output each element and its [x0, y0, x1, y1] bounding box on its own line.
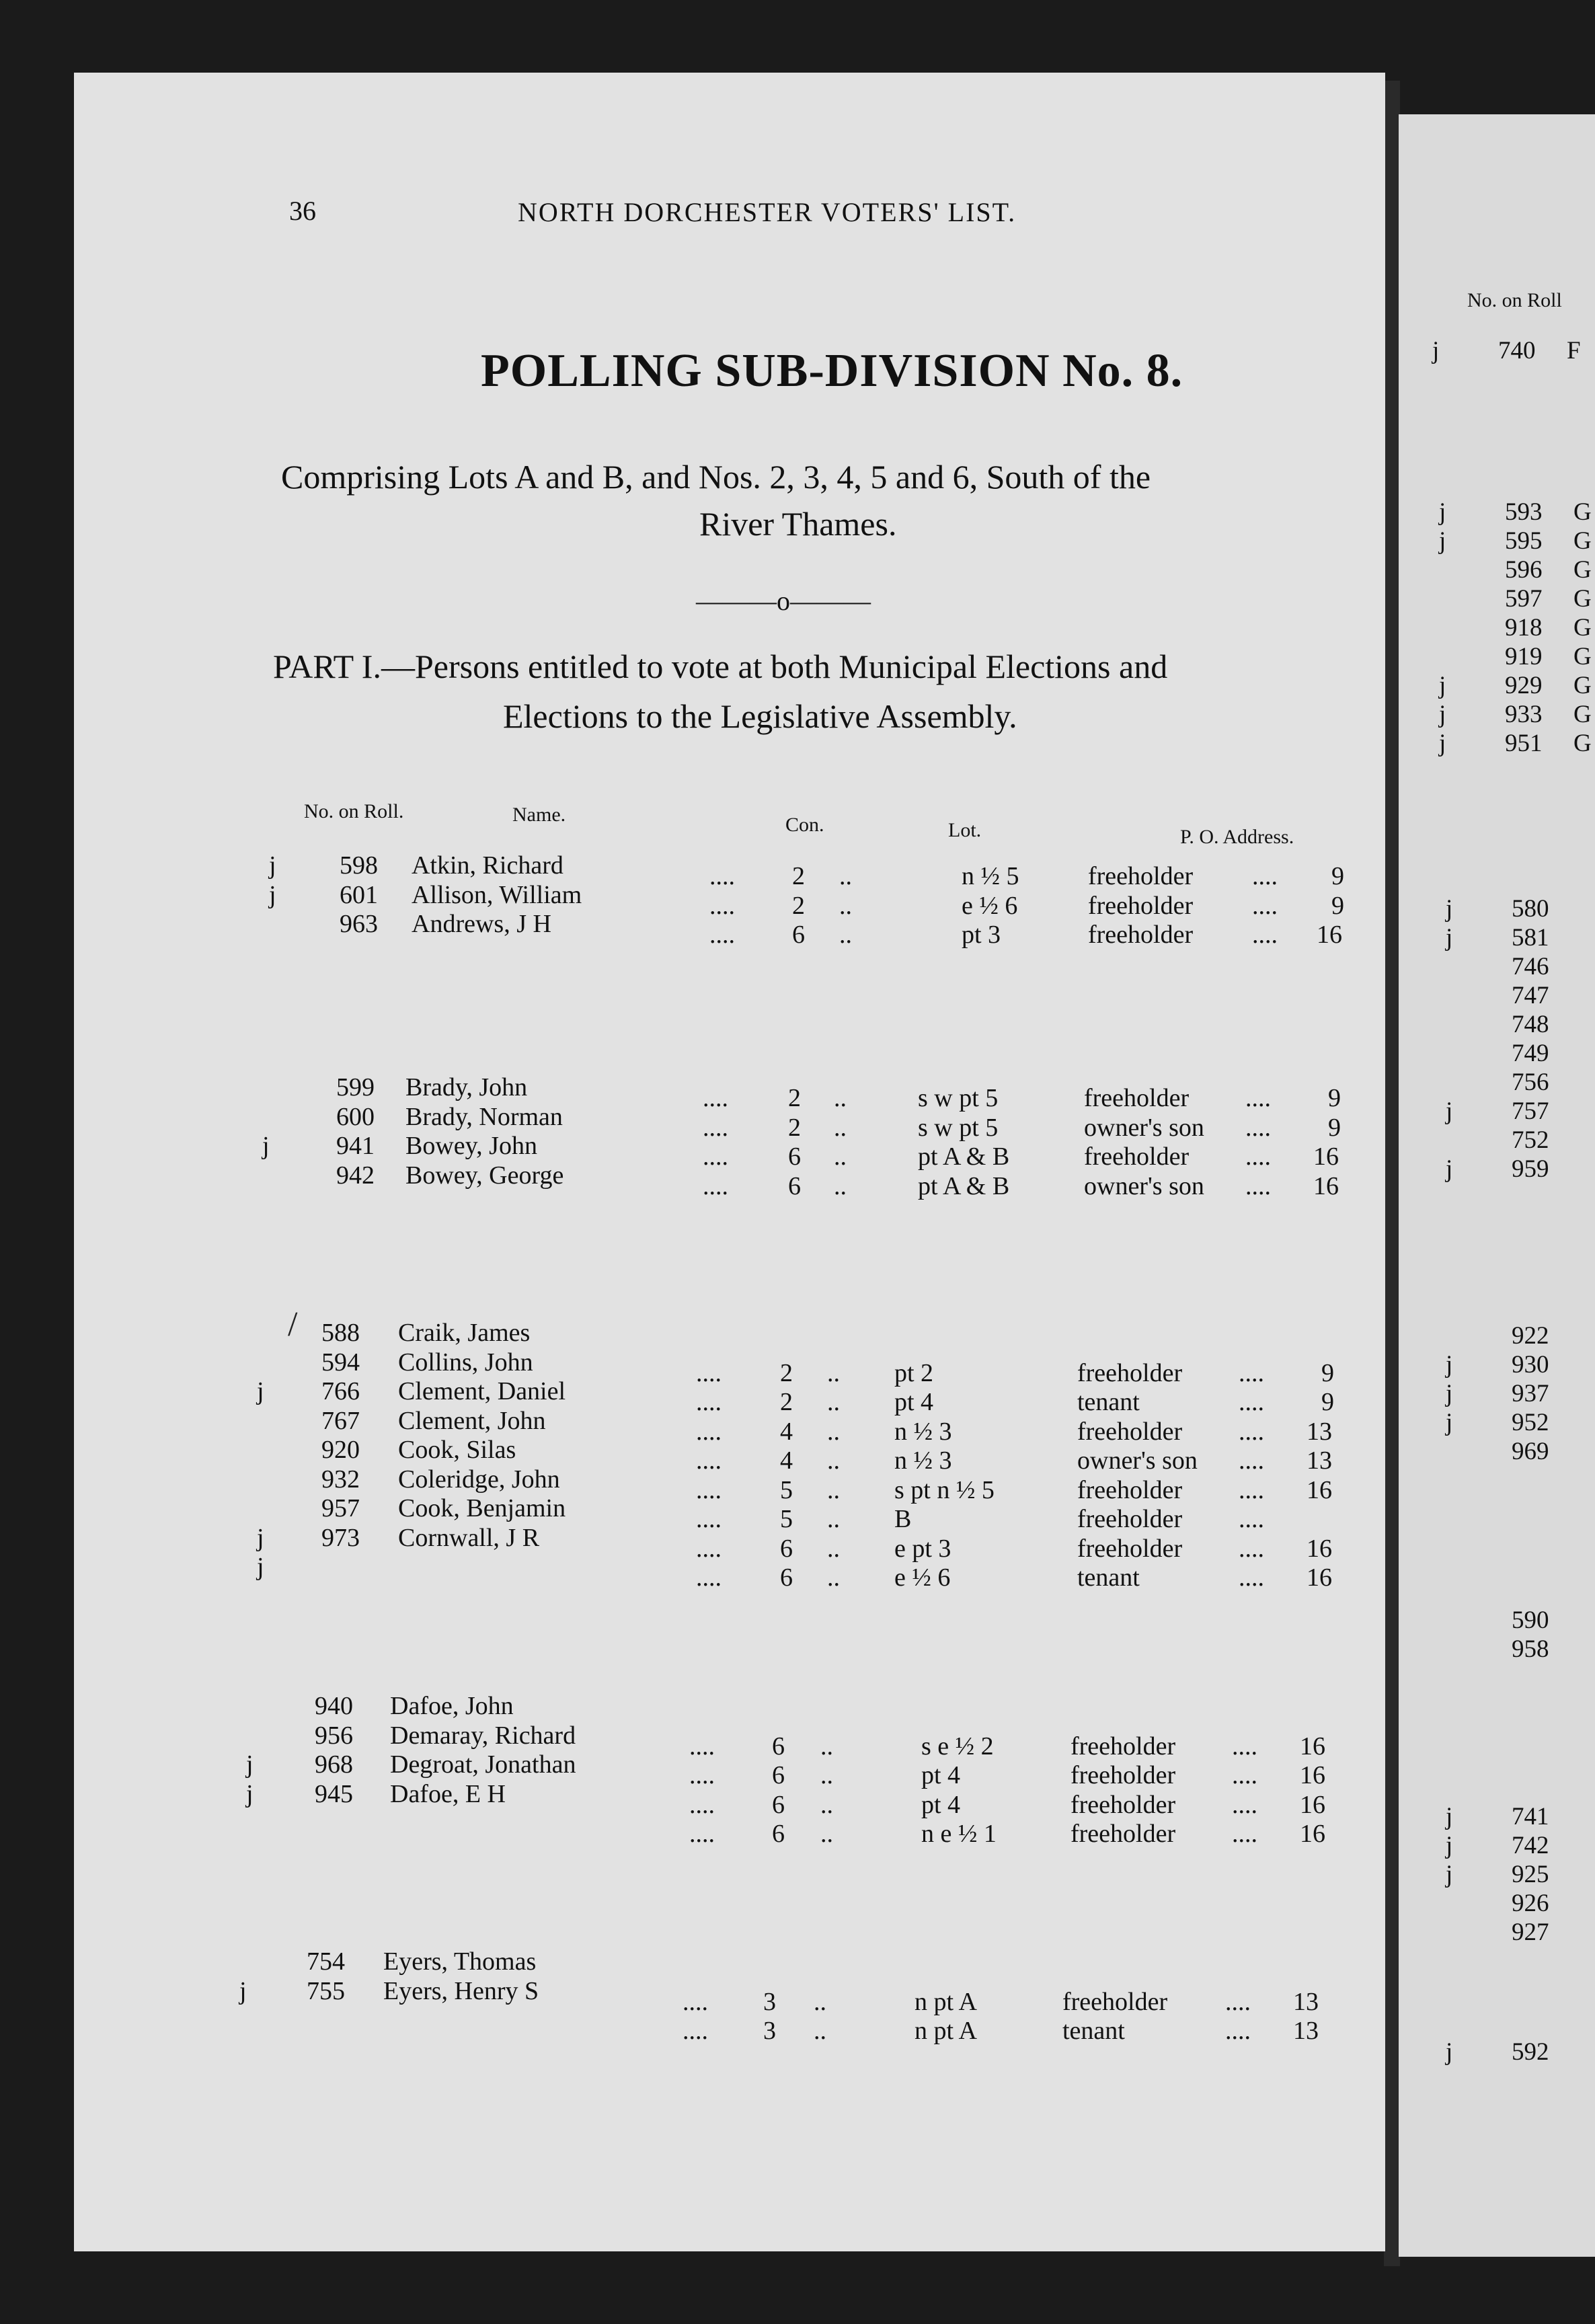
concession: 3 [763, 2017, 776, 2045]
po-address: 9 [1321, 1359, 1334, 1387]
column-header-con: Con. [785, 814, 824, 836]
leader-dots: .... [1252, 862, 1278, 890]
concession: 5 [780, 1476, 793, 1504]
concession: 2 [780, 1388, 793, 1416]
voter-status: freeholder [1088, 862, 1194, 890]
leader-dots: .... [696, 1359, 722, 1387]
right-roll-number: 592 [1512, 2038, 1549, 2066]
lot: pt 3 [962, 921, 1001, 949]
right-j-marker: j [1439, 527, 1446, 555]
section-ornament: ———o——— [696, 586, 871, 616]
lot: pt 2 [894, 1359, 934, 1387]
j-marker: j [262, 1132, 270, 1160]
right-voter-name: G [1573, 585, 1592, 613]
j-marker: j [257, 1377, 264, 1405]
right-roll-number: 937 [1512, 1380, 1549, 1407]
right-roll-number: 930 [1512, 1351, 1549, 1379]
leader-dots: .. [834, 1084, 847, 1112]
lot: pt A & B [918, 1142, 1010, 1171]
right-roll-number: 969 [1512, 1438, 1549, 1465]
lot: s pt n ½ 5 [894, 1476, 995, 1504]
leader-dots: .. [827, 1418, 840, 1446]
right-voter-name: G [1573, 701, 1592, 728]
leader-dots: .. [834, 1114, 847, 1142]
concession: 2 [792, 892, 805, 920]
leader-dots: .... [709, 862, 735, 890]
concession: 2 [780, 1359, 793, 1387]
right-voter-name: G [1573, 556, 1592, 584]
concession: 6 [780, 1563, 793, 1592]
right-roll-number: 918 [1505, 614, 1543, 642]
voter-status: freeholder [1084, 1084, 1190, 1112]
right-j-marker: j [1439, 701, 1446, 728]
right-roll-number: 926 [1512, 1890, 1549, 1917]
voter-name: Dafoe, E H [390, 1780, 506, 1808]
voter-status: freeholder [1088, 892, 1194, 920]
concession: 6 [780, 1535, 793, 1563]
leader-dots: .. [814, 2017, 826, 2045]
right-roll-number: 748 [1512, 1011, 1549, 1038]
j-marker: j [257, 1553, 264, 1581]
voter-status: tenant [1062, 2017, 1125, 2045]
column-header-po-address: P. O. Address. [1180, 826, 1294, 848]
po-address: 16 [1300, 1732, 1325, 1760]
leader-dots: .... [696, 1388, 722, 1416]
voter-name: Allison, William [412, 881, 582, 909]
right-column-header: No. on Roll [1467, 289, 1562, 311]
right-roll-number: 752 [1512, 1126, 1549, 1154]
right-roll-number: 590 [1512, 1606, 1549, 1634]
leader-dots: .... [703, 1084, 728, 1112]
right-roll-number: 757 [1512, 1097, 1549, 1125]
concession: 6 [788, 1142, 801, 1171]
leader-dots: .. [827, 1505, 840, 1533]
right-roll-number: 933 [1505, 701, 1543, 728]
column-header-name: Name. [512, 804, 566, 826]
lot: B [894, 1505, 912, 1533]
lot: e ½ 6 [894, 1563, 951, 1592]
right-j-marker: j [1446, 1832, 1453, 1859]
right-page [1399, 114, 1595, 2257]
right-j-marker: j [1446, 1409, 1453, 1436]
roll-number: 942 [336, 1161, 375, 1190]
voter-name: Dafoe, John [390, 1692, 514, 1720]
roll-number: 594 [321, 1348, 360, 1377]
po-address: 13 [1307, 1446, 1332, 1475]
po-address: 13 [1293, 1988, 1319, 2016]
lot: n ½ 3 [894, 1418, 952, 1446]
voter-status: freeholder [1071, 1761, 1176, 1789]
right-voter-name: F [1567, 337, 1581, 364]
voter-name: Collins, John [398, 1348, 533, 1377]
concession: 6 [772, 1820, 785, 1848]
voter-name: Cook, Silas [398, 1436, 516, 1464]
comprising-line-1: Comprising Lots A and B, and Nos. 2, 3, 4, 5 and 6, South of the [281, 458, 1151, 496]
voter-status: freeholder [1088, 921, 1194, 949]
leader-dots: .. [820, 1732, 833, 1760]
leader-dots: .... [1245, 1172, 1271, 1200]
po-address: 16 [1300, 1761, 1325, 1789]
book-spine [1384, 81, 1400, 2266]
leader-dots: .... [683, 1988, 708, 2016]
pencil-tick-mark: / [288, 1305, 298, 1344]
voter-name: Cook, Benjamin [398, 1494, 566, 1522]
leader-dots: .... [1245, 1142, 1271, 1171]
lot: e pt 3 [894, 1535, 951, 1563]
right-roll-number: 958 [1512, 1635, 1549, 1663]
voter-status: owner's son [1077, 1446, 1198, 1475]
po-address: 16 [1313, 1142, 1339, 1171]
leader-dots: .... [1252, 892, 1278, 920]
roll-number: 598 [340, 851, 378, 880]
concession: 6 [772, 1761, 785, 1789]
j-marker: j [246, 1780, 254, 1808]
concession: 2 [792, 862, 805, 890]
right-roll-number: 580 [1512, 895, 1549, 923]
right-roll-number: 742 [1512, 1832, 1549, 1859]
leader-dots: .. [820, 1761, 833, 1789]
lot: n ½ 5 [962, 862, 1019, 890]
page-title: POLLING SUB-DIVISION No. 8. [481, 345, 1183, 397]
concession: 6 [772, 1732, 785, 1760]
lot: s w pt 5 [918, 1114, 999, 1142]
right-roll-number: 927 [1512, 1919, 1549, 1946]
leader-dots: .... [1232, 1791, 1257, 1819]
leader-dots: .... [703, 1114, 728, 1142]
right-roll-number: 740 [1498, 337, 1536, 364]
leader-dots: .. [839, 862, 852, 890]
voter-status: freeholder [1077, 1359, 1183, 1387]
roll-number: 957 [321, 1494, 360, 1522]
voter-status: tenant [1077, 1388, 1140, 1416]
roll-number: 956 [315, 1721, 353, 1750]
po-address: 16 [1300, 1791, 1325, 1819]
right-j-marker: j [1446, 1861, 1453, 1888]
leader-dots: .... [689, 1732, 715, 1760]
roll-number: 920 [321, 1436, 360, 1464]
voter-name: Bowey, John [405, 1132, 537, 1160]
roll-number: 600 [336, 1103, 375, 1131]
voter-name: Eyers, Henry S [383, 1977, 539, 2005]
right-roll-number: 925 [1512, 1861, 1549, 1888]
voter-status: freeholder [1077, 1535, 1183, 1563]
concession: 5 [780, 1505, 793, 1533]
right-j-marker: j [1446, 1803, 1453, 1830]
j-marker: j [257, 1524, 264, 1552]
leader-dots: .... [696, 1535, 722, 1563]
leader-dots: .... [1239, 1388, 1264, 1416]
po-address: 9 [1321, 1388, 1334, 1416]
leader-dots: .... [696, 1505, 722, 1533]
right-j-marker: j [1439, 730, 1446, 757]
roll-number: 963 [340, 910, 378, 938]
po-address: 13 [1307, 1418, 1332, 1446]
right-roll-number: 596 [1505, 556, 1543, 584]
leader-dots: .. [834, 1172, 847, 1200]
lot: pt A & B [918, 1172, 1010, 1200]
right-roll-number: 749 [1512, 1040, 1549, 1067]
po-address: 16 [1317, 921, 1342, 949]
roll-number: 932 [321, 1465, 360, 1494]
po-address: 16 [1307, 1563, 1332, 1592]
lot: n ½ 3 [894, 1446, 952, 1475]
j-marker: j [246, 1750, 254, 1779]
voter-name: Brady, Norman [405, 1103, 563, 1131]
j-marker: j [269, 881, 276, 909]
right-roll-number: 581 [1512, 924, 1549, 952]
voter-status: freeholder [1071, 1820, 1176, 1848]
po-address: 9 [1331, 892, 1344, 920]
right-j-marker: j [1446, 1155, 1453, 1183]
po-address: 9 [1328, 1114, 1341, 1142]
right-roll-number: 741 [1512, 1803, 1549, 1830]
right-voter-name: G [1573, 643, 1592, 670]
leader-dots: .. [839, 892, 852, 920]
leader-dots: .... [709, 921, 735, 949]
voter-status: freeholder [1062, 1988, 1168, 2016]
leader-dots: .... [709, 892, 735, 920]
concession: 6 [788, 1172, 801, 1200]
leader-dots: .. [827, 1476, 840, 1504]
leader-dots: .... [1225, 1988, 1251, 2016]
leader-dots: .... [1239, 1446, 1264, 1475]
right-j-marker: j [1446, 1380, 1453, 1407]
lot: n e ½ 1 [921, 1820, 997, 1848]
leader-dots: .. [814, 1988, 826, 2016]
right-j-marker: j [1446, 924, 1453, 952]
voter-name: Cornwall, J R [398, 1524, 540, 1552]
voter-name: Coleridge, John [398, 1465, 560, 1494]
voter-status: freeholder [1071, 1732, 1176, 1760]
voter-status: freeholder [1077, 1505, 1183, 1533]
leader-dots: .. [827, 1563, 840, 1592]
leader-dots: .... [689, 1761, 715, 1789]
right-roll-number: 951 [1505, 730, 1543, 757]
lot: pt 4 [921, 1791, 961, 1819]
right-voter-name: G [1573, 498, 1592, 526]
roll-number: 767 [321, 1407, 360, 1435]
voter-name: Demaray, Richard [390, 1721, 576, 1750]
leader-dots: .... [696, 1476, 722, 1504]
lot: s e ½ 2 [921, 1732, 994, 1760]
voter-status: freeholder [1084, 1142, 1190, 1171]
roll-number: 755 [307, 1977, 345, 2005]
po-address: 16 [1313, 1172, 1339, 1200]
voter-name: Clement, John [398, 1407, 546, 1435]
running-title: NORTH DORCHESTER VOTERS' LIST. [518, 197, 1017, 227]
leader-dots: .. [820, 1791, 833, 1819]
leader-dots: .... [696, 1418, 722, 1446]
right-roll-number: 593 [1505, 498, 1543, 526]
voter-name: Clement, Daniel [398, 1377, 566, 1405]
page-number: 36 [289, 196, 316, 226]
leader-dots: .. [820, 1820, 833, 1848]
leader-dots: .... [689, 1791, 715, 1819]
roll-number: 754 [307, 1947, 345, 1976]
part-heading-line-1: PART I.—Persons entitled to vote at both Municipal Elections and [273, 648, 1168, 685]
leader-dots: .... [1239, 1535, 1264, 1563]
voter-status: freeholder [1071, 1791, 1176, 1819]
leader-dots: .... [1232, 1820, 1257, 1848]
voter-status: owner's son [1084, 1114, 1204, 1142]
roll-number: 599 [336, 1073, 375, 1101]
leader-dots: .. [827, 1359, 840, 1387]
lot: n pt A [915, 1988, 977, 2016]
concession: 2 [788, 1084, 801, 1112]
voter-name: Andrews, J H [412, 910, 551, 938]
leader-dots: .... [1252, 921, 1278, 949]
right-roll-number: 919 [1505, 643, 1543, 670]
leader-dots: .... [1239, 1505, 1264, 1533]
leader-dots: .... [703, 1172, 728, 1200]
po-address: 16 [1307, 1535, 1332, 1563]
voter-name: Degroat, Jonathan [390, 1750, 576, 1779]
leader-dots: .... [1239, 1563, 1264, 1592]
lot: n pt A [915, 2017, 977, 2045]
leader-dots: .... [1239, 1418, 1264, 1446]
right-voter-name: G [1573, 730, 1592, 757]
lot: e ½ 6 [962, 892, 1018, 920]
leader-dots: .. [827, 1446, 840, 1475]
po-address: 16 [1300, 1820, 1325, 1848]
leader-dots: .... [1239, 1359, 1264, 1387]
leader-dots: .... [1232, 1761, 1257, 1789]
leader-dots: .... [1232, 1732, 1257, 1760]
concession: 6 [772, 1791, 785, 1819]
lot: s w pt 5 [918, 1084, 999, 1112]
j-marker: j [239, 1977, 247, 2005]
leader-dots: .. [839, 921, 852, 949]
concession: 6 [792, 921, 805, 949]
right-j-marker: j [1439, 498, 1446, 526]
right-roll-number: 747 [1512, 982, 1549, 1009]
roll-number: 940 [315, 1692, 353, 1720]
right-roll-number: 746 [1512, 953, 1549, 980]
right-voter-name: G [1573, 527, 1592, 555]
leader-dots: .... [683, 2017, 708, 2045]
leader-dots: .... [703, 1142, 728, 1171]
leader-dots: .... [696, 1446, 722, 1475]
right-roll-number: 929 [1505, 672, 1543, 699]
roll-number: 941 [336, 1132, 375, 1160]
right-j-marker: j [1446, 1351, 1453, 1379]
leader-dots: .... [1245, 1114, 1271, 1142]
column-header-no-on-roll: No. on Roll. [304, 800, 404, 822]
voter-status: freeholder [1077, 1476, 1183, 1504]
right-j-marker: j [1446, 895, 1453, 923]
right-j-marker: j [1439, 672, 1446, 699]
concession: 4 [780, 1418, 793, 1446]
right-roll-number: 959 [1512, 1155, 1549, 1183]
leader-dots: .... [696, 1563, 722, 1592]
concession: 3 [763, 1988, 776, 2016]
voter-status: owner's son [1084, 1172, 1204, 1200]
roll-number: 588 [321, 1319, 360, 1347]
j-marker: j [269, 851, 276, 880]
roll-number: 766 [321, 1377, 360, 1405]
concession: 2 [788, 1114, 801, 1142]
leader-dots: .... [1239, 1476, 1264, 1504]
voter-name: Bowey, George [405, 1161, 564, 1190]
roll-number: 945 [315, 1780, 353, 1808]
column-header-lot: Lot. [948, 819, 982, 841]
part-heading-line-2: Elections to the Legislative Assembly. [503, 697, 1017, 735]
leader-dots: .... [689, 1820, 715, 1848]
right-roll-number: 597 [1505, 585, 1543, 613]
voter-name: Atkin, Richard [412, 851, 563, 880]
roll-number: 968 [315, 1750, 353, 1779]
concession: 4 [780, 1446, 793, 1475]
roll-number: 601 [340, 881, 378, 909]
voter-name: Craik, James [398, 1319, 531, 1347]
po-address: 9 [1328, 1084, 1341, 1112]
lot: pt 4 [894, 1388, 934, 1416]
voter-status: tenant [1077, 1563, 1140, 1592]
leader-dots: .. [827, 1388, 840, 1416]
voter-name: Brady, John [405, 1073, 528, 1101]
right-roll-number: 952 [1512, 1409, 1549, 1436]
right-voter-name: G [1573, 672, 1592, 699]
leader-dots: .. [834, 1142, 847, 1171]
right-roll-number: 922 [1512, 1322, 1549, 1350]
po-address: 9 [1331, 862, 1344, 890]
lot: pt 4 [921, 1761, 961, 1789]
right-voter-name: G [1573, 614, 1592, 642]
right-roll-number: 595 [1505, 527, 1543, 555]
right-roll-number: 756 [1512, 1069, 1549, 1096]
voter-name: Eyers, Thomas [383, 1947, 537, 1976]
leader-dots: .... [1245, 1084, 1271, 1112]
leader-dots: .... [1225, 2017, 1251, 2045]
leader-dots: .. [827, 1535, 840, 1563]
voter-status: freeholder [1077, 1418, 1183, 1446]
po-address: 13 [1293, 2017, 1319, 2045]
right-j-marker: j [1446, 2038, 1453, 2066]
roll-number: 973 [321, 1524, 360, 1552]
comprising-line-2: River Thames. [699, 505, 897, 543]
right-j-marker: j [1432, 337, 1440, 364]
right-j-marker: j [1446, 1097, 1453, 1125]
po-address: 16 [1307, 1476, 1332, 1504]
